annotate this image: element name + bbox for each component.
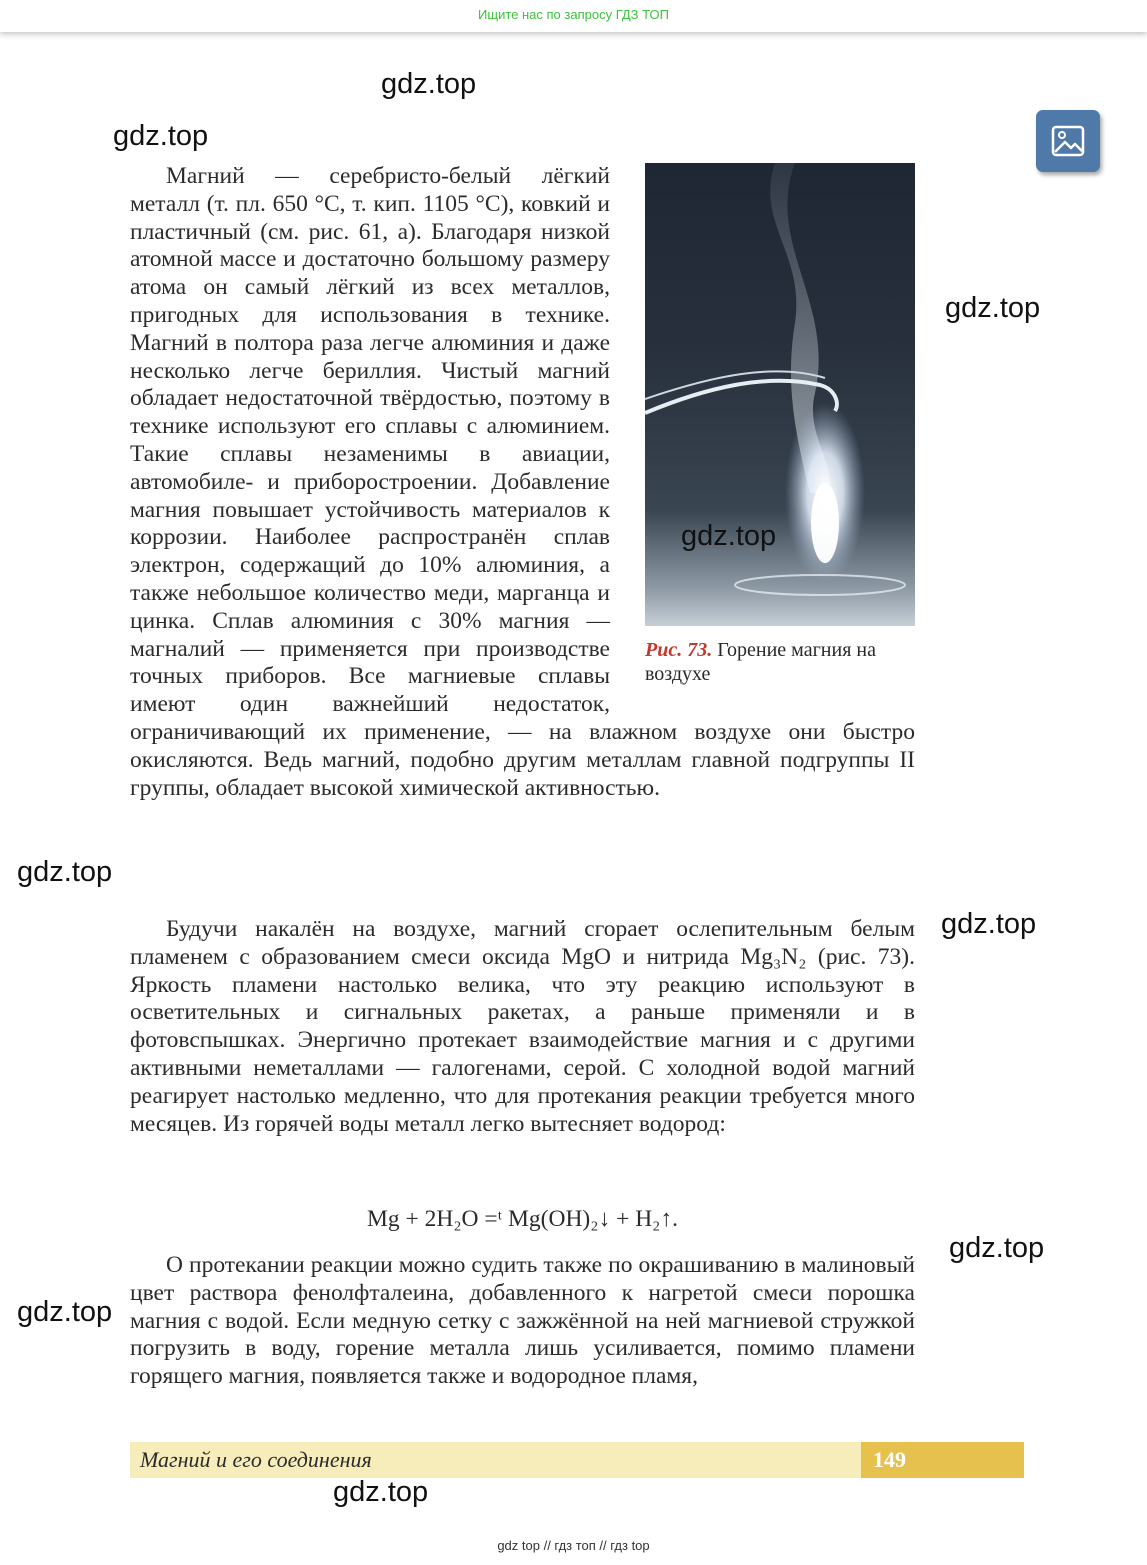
watermark: gdz.top	[945, 292, 1041, 324]
figure-label: Рис. 73.	[645, 639, 713, 661]
bottom-links[interactable]: gdz top // гдз топ // гдз top	[497, 1538, 650, 1553]
figure-caption-text: Горение магния на воздухе	[645, 639, 876, 685]
watermark: gdz.top	[681, 520, 777, 552]
watermark: gdz.top	[113, 120, 209, 152]
reaction-equation: Mg + 2H₂O =ᵗ Mg(OH)₂↓ + H₂↑.	[366, 1206, 678, 1232]
watermark: gdz.top	[949, 1232, 1045, 1264]
image-view-button[interactable]	[1036, 110, 1100, 172]
page-number: 149	[861, 1442, 1024, 1478]
paragraph-1: Магний — серебристо-белый лёгкий металл (т. пл. 650 °С, т. кип. 1105 °С), ковкий и пластичный (см. рис. 61, а). Благодаря низкой атомной массе и достаточно большому размеру атома он самый лёгкий из всех металлов, пригодных для использования в технике. Магний в полтора раза легче алюминия и даже несколько легче бериллия. Чистый магний обладает недостаточной твёрдостью, поэтому в технике используют его сплавы с алюминием. Такие сплавы незаменимы в авиации, автомобиле- и приборостроении. Добавление магния повышает устойчивость материалов к коррозии. Наиболее распространён сплав электрон, содержащий до 10% алюминия, а также небольшое количество меди, марганца и цинка. Сплав алюминия с 30% магния — магналий — применяется при производстве точных приборов. Все магниевые сплавы имеют один важнейший недостаток, ограничивающий их применение, — на влажном воздухе они быстро окисляются. Ведь магний, подобно другим металлам главной подгруппы II группы, обладает высокой химической активностью.	[130, 163, 915, 801]
watermark: gdz.top	[333, 1476, 429, 1508]
footer-title: Магний и его соединения	[140, 1447, 372, 1472]
paragraph-2: Будучи накалён на воздухе, магний сгорает ослепительным белым пламенем с образованием смеси оксида MgO и нитрида Mg₃N₂ (рис. 73). Яркость пламени настолько велика, что эту реакцию используют в осветительных и сигнальных ракетах, а раньше применяли и в фотовспышках. Энергично протекает взаимодействие магния и с другими активными неметаллами — галогенами, серой. С холодной водой магний реагирует настолько медленно, что для протекания реакции требуется много месяцев. Из горячей воды металл легко вытесняет водород:	[130, 916, 915, 1137]
watermark: gdz.top	[381, 68, 477, 100]
watermark: gdz.top	[941, 908, 1037, 940]
top-banner[interactable]: Ищите нас по запросу ГДЗ ТОП	[0, 0, 1147, 32]
watermark: gdz.top	[17, 856, 113, 888]
paragraph-3: О протекании реакции можно судить также по окрашиванию в малиновый цвет раствора фенолфталеина, добавленного к нагретой смеси порошка магния с водой. Если медную сетку с зажжённой на ней магниевой стружкой погрузить в воду, горение металла лишь усиливается, помимо пламени горящего магния, появляется также и водородное пламя,	[130, 1252, 915, 1390]
image-icon	[1051, 125, 1085, 157]
watermark: gdz.top	[17, 1296, 113, 1328]
